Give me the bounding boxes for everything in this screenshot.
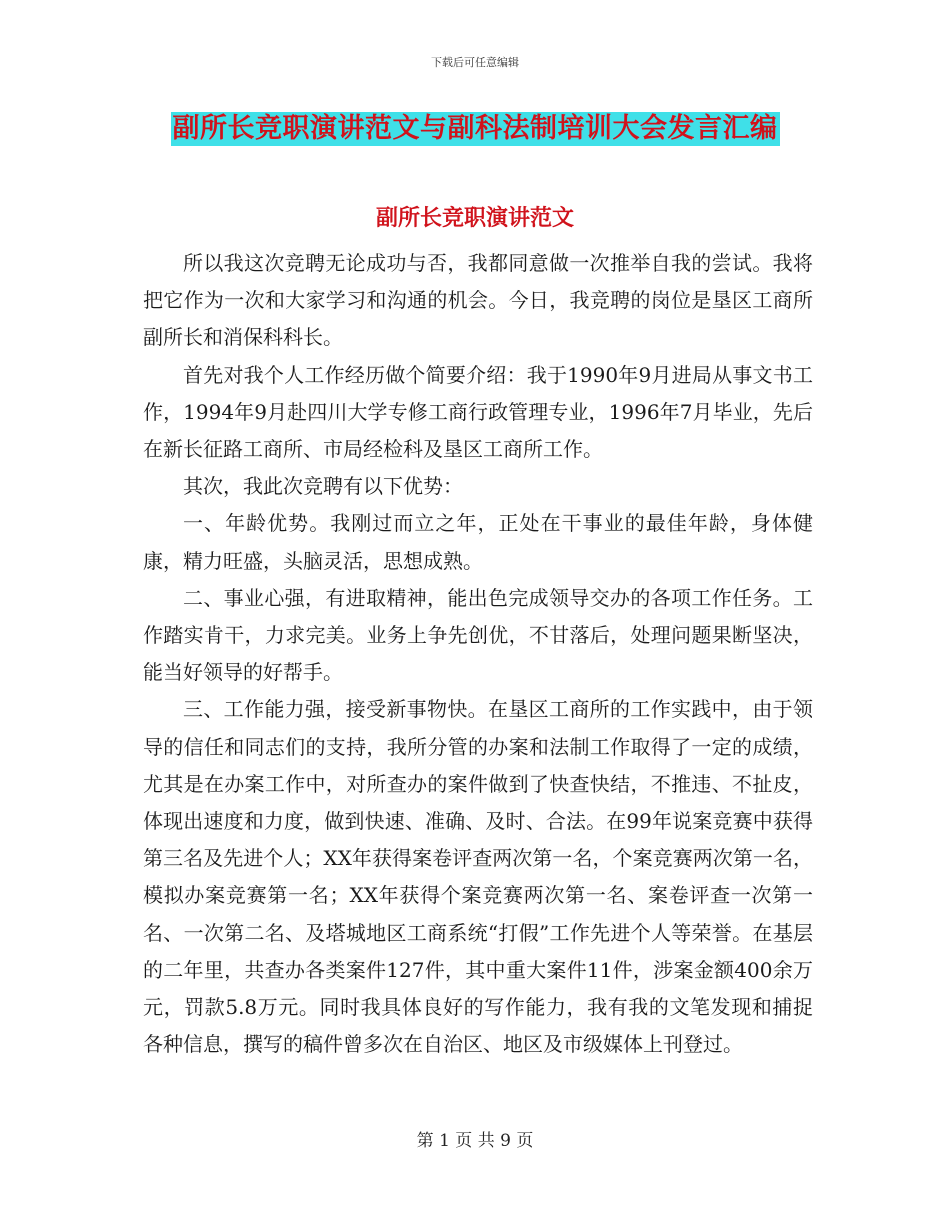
paragraph: 三、工作能力强，接受新事物快。在垦区工商所的工作实践中，由于领导的信任和同志们的支持，我所分管的办案和法制工作取得了一定的成绩，尤其是在办案工作中，对所查办的案件做到了快查快结，不推违、不扯皮，体现出速度和力度，做到快速、准确、及时、合法。在99年说案竞赛中获得第三名及先进个人；XX年获得案卷评查两次第一名，个案竞赛两次第一名，模拟办案竞赛第一名；XX年获得个案竞赛两次第一名、案卷评查一次第一名、一次第二名、及塔城地区工商系统“打假”工作先进个人等荣誉。在基层的二年里，共查办各类案件127件，其中重大案件11件，涉案金额400余万元，罚款5.8万元。同时我具体良好的写作能力，我有我的文笔发现和捕捉各种信息，撰写的稿件曾多次在自治区、地区及市级媒体上刊登过。: [143, 697, 813, 1057]
paragraph: 所以我这次竞聘无论成功与否，我都同意做一次推举自我的尝试。我将把它作为一次和大家学习和沟通的机会。今日，我竞聘的岗位是垦区工商所副所长和消保科科长。: [143, 251, 813, 350]
paragraph: 一、年龄优势。我刚过而立之年，正处在干事业的最佳年龄，身体健康，精力旺盛，头脑灵活，思想成熟。: [143, 511, 813, 573]
paragraph: 其次，我此次竞聘有以下优势：: [183, 474, 463, 499]
document-title: 副所长竞职演讲范文与副科法制培训大会发言汇编: [172, 113, 778, 144]
document-body: [143, 245, 813, 1063]
paragraph: 首先对我个人工作经历做个简要介绍：我于1990年9月进局从事文书工作，1994年9月赴四川大学专修工商行政管理专业，1996年7月毕业，先后在新长征路工商所、市局经检科及垦区工商所工作。: [143, 362, 813, 462]
header-note: 下载后可任意编辑: [431, 56, 519, 69]
paragraph: 二、事业心强，有进取精神，能出色完成领导交办的各项工作任务。工作踏实肯干，力求完美。业务上争先创优，不甘落后，处理问题果断坚决，能当好领导的好帮手。: [143, 585, 813, 685]
section-title: 副所长竞职演讲范文: [375, 205, 574, 231]
document-title-container: [0, 112, 950, 146]
page-number-footer: 第 1 页 共 9 页: [416, 1131, 534, 1151]
